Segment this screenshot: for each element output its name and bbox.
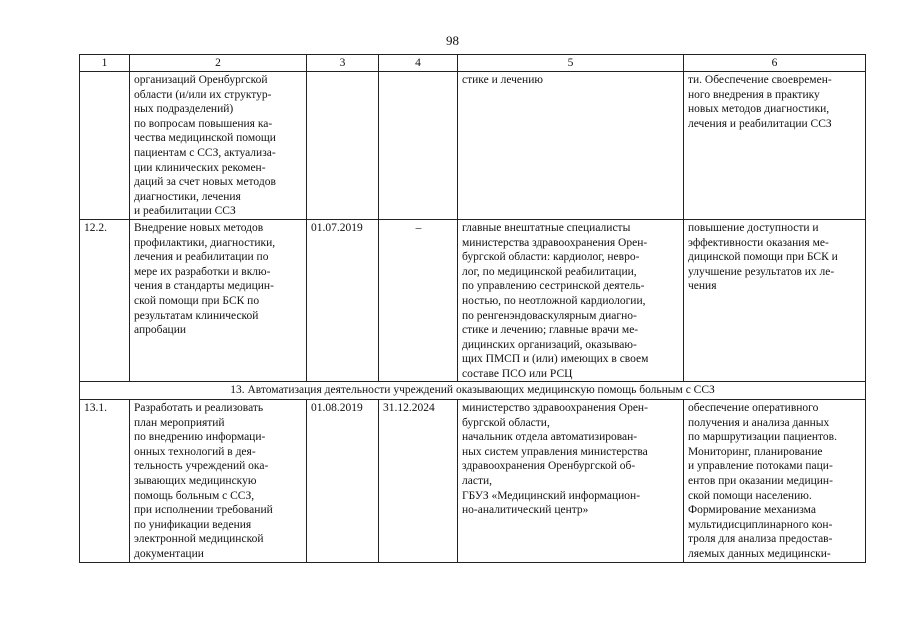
end-date [379,72,458,220]
text-line: лог, по медицинской реабилитации, [462,265,637,278]
text-line: организаций Оренбургской [134,74,268,86]
text-line: дицинских организаций, оказываю- [462,338,637,351]
text-line: здравоохранения Оренбургской об- [462,460,636,473]
text-line: онных технологий в дея- [134,445,256,458]
measure-cell [130,72,307,220]
text-line: чества медицинской помощи [134,132,276,145]
text-line: стике и лечению [462,74,543,86]
text-line: Мониторинг, планирование [688,445,823,458]
table-row [80,72,866,220]
responsible-cell [458,219,684,382]
text-line: чения в стандарты медицин- [134,280,274,293]
text-line: профилактики, диагностики, [134,236,276,249]
item-number [80,72,130,220]
text-line: Внедрение новых методов [134,221,264,234]
text-line: эффективности оказания ме- [688,236,829,249]
column-number-row [80,55,866,72]
text-line: пациентам с ССЗ, актуализа- [134,146,276,159]
text-line: дицинской помощи при БСК и [688,251,838,264]
result-cell [684,219,866,382]
text-line: министерство здравоохранения Орен- [462,402,648,415]
text-line: новых методов диагностики, [688,103,830,116]
text-line: ской помощи населению. [688,489,812,502]
text-line: по ренгенэндоваскулярным диагно- [462,309,637,322]
start-date [307,72,379,220]
text-line: лечения и реабилитации по [134,251,269,264]
page-number: 98 [446,33,459,48]
text-line: министерства здравоохранения Орен- [462,236,648,249]
text-line: по унификации ведения [134,518,252,531]
text-line: ностью, по неотложной кардиологии, [462,294,646,307]
column-header: 4 [379,55,458,72]
text-line: ных систем управления министерства [462,445,648,458]
responsible-cell [458,400,684,563]
text-line: стике и лечению; главные врачи ме- [462,324,639,337]
text-line: ентов при оказании медицин- [688,475,833,488]
text-line: по маршрутизации пациентов. [688,431,837,444]
text-line: Формирование механизма [688,504,816,517]
section-heading: 13. Автоматизация деятельности учреждений оказывающих медицинскую помощь больным с ССЗ [80,382,866,400]
text-line: мультидисциплинарного кон- [688,518,833,531]
text-line: электронной медицинской [134,533,264,546]
text-line: бургской области, [462,416,550,429]
column-header: 1 [80,55,130,72]
text-line: помощь больным с ССЗ, [134,489,255,502]
text-line: по управлению сестринской деятель- [462,280,645,293]
text-line: щих ПМСП и (или) имеющих в своем [462,353,649,366]
table-row [80,400,866,563]
text-line: тельность учреждений ока- [134,460,269,473]
text-line: ных подразделений) [134,103,234,116]
result-cell [684,400,866,563]
text-line: начальник отдела автоматизирован- [462,431,638,444]
responsible-cell [458,72,684,220]
text-line: троля для анализа предостав- [688,533,833,546]
text-line: ляемых данных медицински- [688,548,831,560]
end-date: 31.12.2024 [379,400,458,563]
text-line: чения [688,280,717,293]
item-number: 13.1. [80,400,130,563]
measure-cell [130,219,307,382]
text-line: диагностики, лечения [134,190,241,203]
measure-cell [130,400,307,563]
item-number: 12.2. [80,219,130,382]
column-header: 6 [684,55,866,72]
column-header: 5 [458,55,684,72]
text-line: получения и анализа данных [688,416,830,429]
text-line: бургской области: кардиолог, невро- [462,251,640,264]
text-line: ской помощи при БСК по [134,294,260,307]
text-line: главные внештатные специалисты [462,221,631,234]
section-heading-row [80,382,866,400]
column-header: 3 [307,55,379,72]
text-line: ции клинических рекомен- [134,161,266,174]
text-line: ти. Обеспечение своевремен- [688,74,832,86]
text-line: улучшение результатов их ле- [688,265,835,278]
text-line: обеспечение оперативного [688,402,819,415]
text-line: и управление потоками паци- [688,460,833,473]
start-date: 01.07.2019 [307,219,379,382]
text-line: документации [134,548,204,560]
plan-table [79,54,866,563]
text-line: повышение доступности и [688,221,819,234]
text-line: и реабилитации ССЗ [134,205,236,218]
text-line: по внедрению информаци- [134,431,266,444]
column-header: 2 [130,55,307,72]
result-cell [684,72,866,220]
text-line: зывающих медицинскую [134,475,257,488]
text-line: области (и/или их структур- [134,88,272,101]
text-line: по вопросам повышения ка- [134,117,273,130]
text-line: даций за счет новых методов [134,176,276,189]
text-line: при исполнении требований [134,504,273,517]
text-line: апробации [134,324,187,337]
text-line: план мероприятий [134,416,225,429]
end-date: – [379,219,458,382]
text-line: составе ПСО или РСЦ [462,367,573,380]
table-row [80,219,866,382]
text-line: Разработать и реализовать [134,402,264,415]
text-line: ного внедрения в практику [688,88,820,101]
text-line: но-аналитический центр» [462,504,589,517]
text-line: результатам клинической [134,309,259,322]
text-line: мере их разработки и вклю- [134,265,271,278]
text-line: лечения и реабилитации ССЗ [688,117,832,130]
text-line: ГБУЗ «Медицинский информацион- [462,489,641,502]
text-line: ласти, [462,475,493,488]
start-date: 01.08.2019 [307,400,379,563]
